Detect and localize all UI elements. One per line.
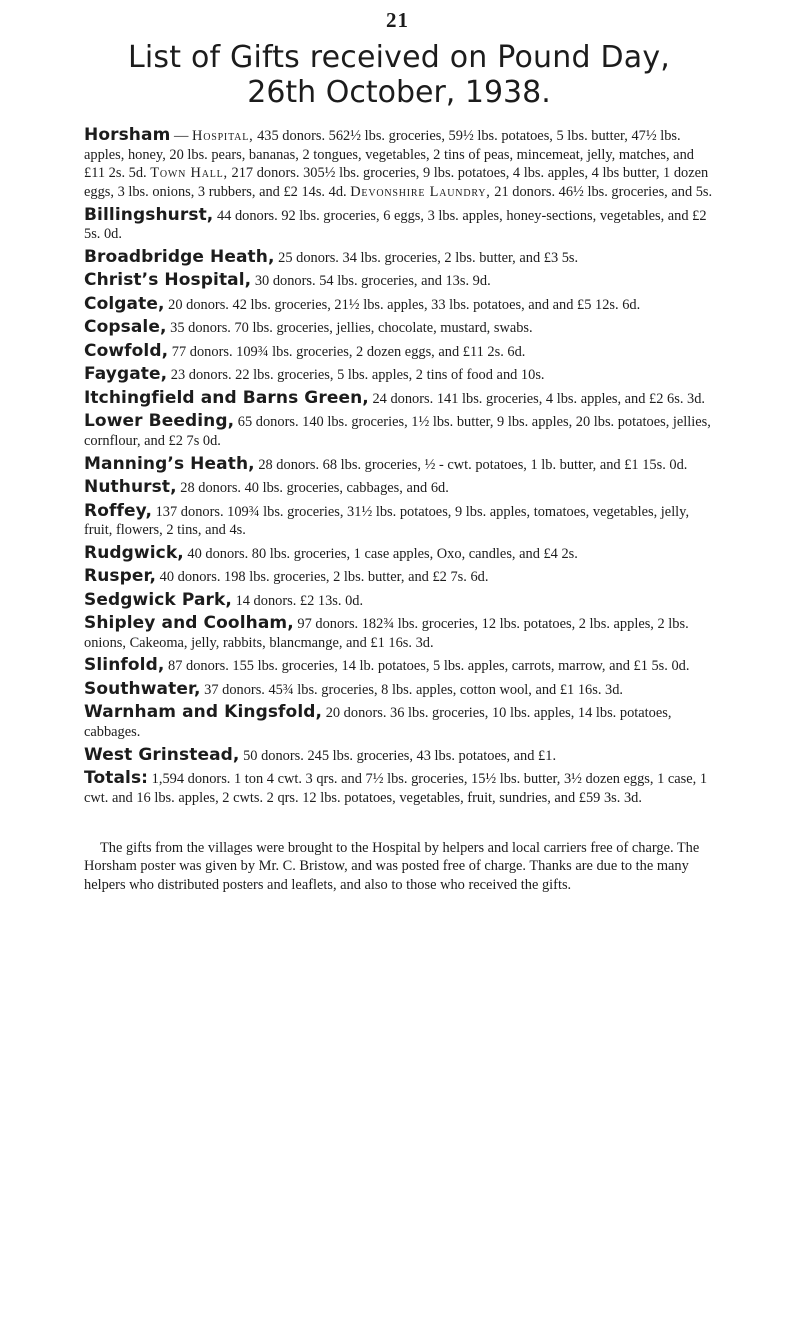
place-name: Christ’s Hospital, (84, 270, 252, 291)
page-number: 21 (386, 8, 409, 32)
place-name: Broadbridge Heath, (84, 246, 275, 267)
entry-text: 28 donors. 40 lbs. groceries, cabbages, and 6d. (176, 480, 449, 497)
gift-entry-totals (84, 769, 714, 807)
place-name: Sedgwick Park, (84, 589, 232, 610)
place-name: Billingshurst, (84, 204, 214, 225)
entry-text: 137 donors. 109¾ lbs. groceries, 31½ lbs. potatoes, 9 lbs. apples, tomatoes, vegetables, jelly, fruit, flowers, 2 tins, and 4s. (84, 503, 690, 539)
gift-entry-nuthurst (84, 478, 714, 498)
place-name: Lower Beeding, (84, 411, 235, 432)
place-name: Shipley and Coolham, (84, 613, 294, 634)
entry-text: 24 donors. 141 lbs. groceries, 4 lbs. apples, and £2 6s. 3d. (368, 390, 706, 407)
gift-entry-west-grinstead (84, 746, 714, 766)
entry-text: 97 donors. 182¾ lbs. groceries, 12 lbs. potatoes, 2 lbs. apples, 2 lbs. onions, Cakeoma, jelly, rabbits, blancmange, and £1 16s. 3d. (84, 616, 689, 651)
place-name: Colgate, (84, 293, 165, 314)
place-name: Rusper, (84, 566, 157, 587)
place-name: Rudgwick, (84, 542, 184, 563)
page-subtitle: 26th October, 1938. (247, 75, 551, 110)
entry-text: 1,594 donors. 1 ton 4 cwt. 3 qrs. and 7½ lbs. groceries, 15½ lbs. butter, 3½ dozen eggs, 1 case, 1 cwt. and 16 lbs. apples, 2 cwts. 2 qrs. 12 lbs. potatoes, vegetables, fruit, sundries, and £59 3s. 3d. (84, 771, 708, 806)
entry-text: 37 donors. 45¾ lbs. groceries, 8 lbs. apples, cotton wool, and £1 16s. 3d. (200, 681, 624, 698)
gift-entry-colgate (84, 295, 714, 315)
entry-text: 40 donors. 198 lbs. groceries, 2 lbs. butter, and £2 7s. 6d. (156, 569, 489, 586)
gift-entry-sedgwick-park (84, 591, 714, 611)
venue-name: Town Hall, (150, 165, 228, 182)
gift-entry-broadbridge-heath (84, 248, 714, 268)
gift-entry-billingshurst (84, 206, 714, 244)
gift-entry-southwater (84, 680, 714, 700)
place-name: Cowfold, (84, 340, 169, 361)
gift-entry-horsham (84, 126, 714, 202)
gift-entry-rusper (84, 567, 714, 587)
gift-entry-copsale (84, 318, 714, 338)
place-name: Copsale, (84, 317, 167, 338)
entry-text: 21 donors. 46½ lbs. groceries, and 5s. (490, 184, 713, 201)
place-name: West Grinstead, (84, 744, 240, 765)
gift-entry-roffey (84, 502, 714, 540)
entry-text: 65 donors. 140 lbs. groceries, 1½ lbs. butter, 9 lbs. apples, 20 lbs. potatoes, jellies, cornflour, and £2 7s 0d. (84, 414, 711, 450)
gifts-list (84, 126, 714, 808)
venue-name: Devonshire Laundry, (350, 184, 491, 201)
place-name: Totals: (84, 768, 149, 789)
entry-text: 87 donors. 155 lbs. groceries, 14 lb. potatoes, 5 lbs. apples, carrots, marrow, and £1 5s. 0d. (164, 658, 690, 675)
gift-entry-slinfold (84, 656, 714, 676)
entry-text: 20 donors. 36 lbs. groceries, 10 lbs. apples, 14 lbs. potatoes, cabbages. (84, 705, 672, 741)
place-name: Itchingfield and Barns Green, (84, 387, 369, 408)
place-name: Roffey, (84, 500, 153, 521)
place-name: Manning’s Heath, (84, 453, 255, 474)
entry-text: 40 donors. 80 lbs. groceries, 1 case apples, Oxo, candles, and £4 2s. (183, 545, 578, 562)
closing-paragraph: The gifts from the villages were brought to the Hospital by helpers and local carriers free of charge. The Horsham poster was given by Mr. C. Bristow, and was posted free of charge. Thanks are due to the many helpers who distributed posters and leaflets, and also to those who received the gifts. (84, 839, 700, 893)
entry-text: 20 donors. 42 lbs. groceries, 21½ lbs. apples, 33 lbs. potatoes, and and £5 12s. 6d. (164, 296, 641, 313)
gift-entry-christs-hospital (84, 271, 714, 291)
gift-entry-cowfold (84, 342, 714, 362)
place-name: Warnham and Kingsfold, (84, 702, 323, 723)
place-name: Horsham (84, 125, 171, 145)
entry-text: 35 donors. 70 lbs. groceries, jellies, chocolate, mustard, swabs. (166, 320, 533, 337)
entry-text: 25 donors. 34 lbs. groceries, 2 lbs. butter, and £3 5s. (274, 249, 579, 266)
place-name: Slinfold, (84, 655, 165, 676)
gift-entry-lower-beeding (84, 412, 714, 450)
entry-text: 30 donors. 54 lbs. groceries, and 13s. 9d. (251, 273, 491, 290)
place-name: Southwater, (84, 678, 201, 699)
entry-text: 217 donors. 305½ lbs. groceries, 9 lbs. potatoes, 4 lbs. apples, 4 lbs butter, 1 dozen eggs, 3 lbs. onions, 3 rubbers, and £2 14s. 4d. (84, 165, 709, 201)
entry-text: 14 donors. £2 13s. 0d. (231, 592, 364, 609)
gift-entry-shipley-coolham (84, 614, 714, 652)
gift-entry-faygate (84, 365, 714, 385)
entry-text: 77 donors. 109¾ lbs. groceries, 2 dozen eggs, and £11 2s. 6d. (168, 343, 526, 360)
gift-entry-rudgwick (84, 544, 714, 564)
entry-text: 435 donors. 562½ lbs. groceries, 59½ lbs. potatoes, 5 lbs. butter, 47½ lbs. apples, honey, 20 lbs. pears, bananas, 2 tongues, vegetables, 2 tins of peas, mincemeat, jelly, matches, and £11 2s. 5d. (84, 128, 694, 182)
venue-name: Hospital, (192, 128, 254, 144)
entry-text: 50 donors. 245 lbs. groceries, 43 lbs. potatoes, and £1. (239, 747, 557, 764)
place-name: Faygate, (84, 364, 168, 385)
gift-entry-warnham-kingsfold (84, 703, 714, 741)
gift-entry-itchingfield (84, 389, 714, 409)
entry-text: 44 donors. 92 lbs. groceries, 6 eggs, 3 lbs. apples, honey-sections, vegetables, and £2 5s. 0d. (84, 207, 707, 243)
page-title: List of Gifts received on Pound Day, (127, 40, 671, 75)
gift-entry-mannings-heath (84, 455, 714, 475)
entry-text: 23 donors. 22 lbs. groceries, 5 lbs. apples, 2 tins of food and 10s. (167, 367, 545, 384)
entry-text: 28 donors. 68 lbs. groceries, ½ - cwt. potatoes, 1 lb. butter, and £1 15s. 0d. (254, 456, 688, 473)
entry-text: — (170, 128, 192, 144)
place-name: Nuthurst, (84, 477, 177, 498)
